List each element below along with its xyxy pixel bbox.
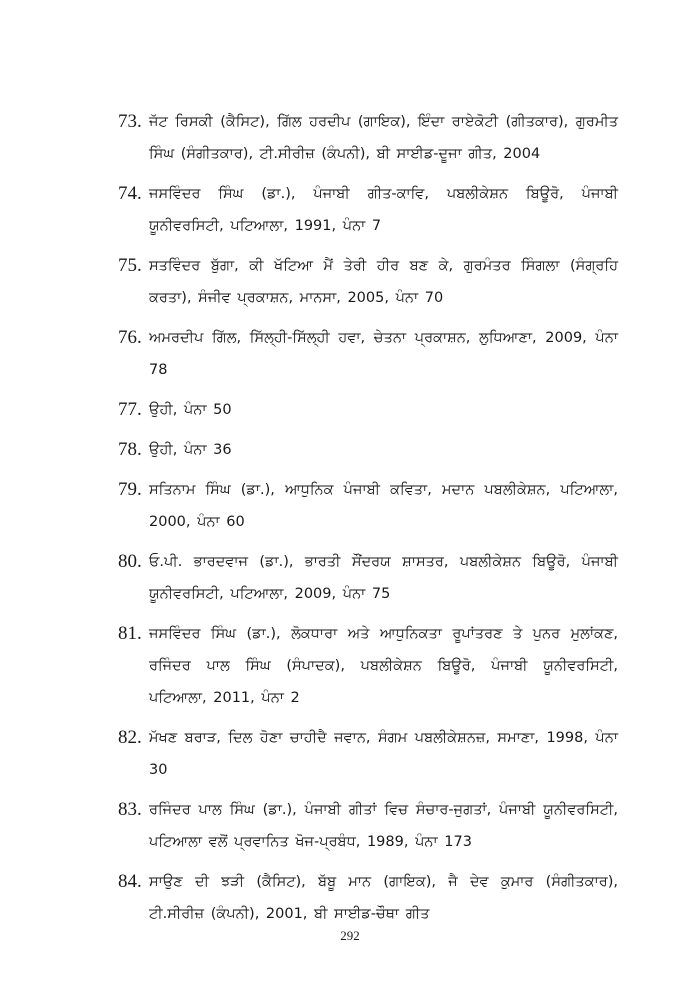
- reference-text: ਮੱਖਣ ਬਰਾੜ, ਦਿਲ ਹੋਣਾ ਚਾਹੀਦੈ ਜਵਾਨ, ਸੰਗਮ ਪਬਲੀਕੇਸ਼ਨਜ਼, ਸਮਾਣਾ, 1998, ਪੰਨਾ 30: [149, 730, 618, 778]
- reference-text: ਸਾਉਣ ਦੀ ਝੜੀ (ਕੈਸਿਟ), ਬੱਬੂ ਮਾਨ (ਗਾਇਕ), ਜੈ ਦੇਵ ਕੁਮਾਰ (ਸੰਗੀਤਕਾਰ), ਟੀ.ਸੀਰੀਜ਼ (ਕੰਪਨੀ), 2001, ਬੀ ਸਾਈਡ-ਚੌਥਾ ਗੀਤ: [149, 874, 618, 922]
- reference-number: 80.: [118, 551, 142, 572]
- reference-item: [118, 474, 618, 538]
- reference-item: [118, 394, 618, 426]
- reference-item: [118, 794, 618, 858]
- reference-number: 82.: [118, 727, 142, 748]
- reference-text: ਜੱਟ ਰਿਸਕੀ (ਕੈਸਿਟ), ਗਿੱਲ ਹਰਦੀਪ (ਗਾਇਕ), ਇੰਦਾ ਰਾਏਕੋਟੀ (ਗੀਤਕਾਰ), ਗੁਰਮੀਤ ਸਿੰਘ (ਸੰਗੀਤਕਾਰ), ਟੀ.ਸੀਰੀਜ਼ (ਕੰਪਨੀ), ਬੀ ਸਾਈਡ-ਦੂਜਾ ਗੀਤ, 2004: [149, 114, 618, 162]
- reference-number: 76.: [118, 327, 142, 348]
- reference-text: ਜਸਵਿੰਦਰ ਸਿੰਘ (ਡਾ.), ਪੰਜਾਬੀ ਗੀਤ-ਕਾਵਿ, ਪਬਲੀਕੇਸ਼ਨ ਬਿਊਰੋ, ਪੰਜਾਬੀ ਯੂਨੀਵਰਸਿਟੀ, ਪਟਿਆਲਾ, 1991, ਪੰਨਾ 7: [149, 186, 618, 234]
- reference-number: 79.: [118, 479, 142, 500]
- reference-text: ਓ.ਪੀ. ਭਾਰਦਵਾਜ (ਡਾ.), ਭਾਰਤੀ ਸੌਂਦਰਯ ਸ਼ਾਸਤਰ, ਪਬਲੀਕੇਸ਼ਨ ਬਿਊਰੋ, ਪੰਜਾਬੀ ਯੂਨੀਵਰਸਿਟੀ, ਪਟਿਆਲਾ, 2009, ਪੰਨਾ 75: [149, 554, 618, 602]
- reference-item: [118, 106, 618, 170]
- reference-text: ਅਮਰਦੀਪ ਗਿੱਲ, ਸਿੱਲ੍ਹੀ-ਸਿੱਲ੍ਹੀ ਹਵਾ, ਚੇਤਨਾ ਪ੍ਰਕਾਸ਼ਨ, ਲੁਧਿਆਣਾ, 2009, ਪੰਨਾ 78: [149, 330, 618, 378]
- reference-item: [118, 866, 618, 930]
- reference-number: 77.: [118, 399, 142, 420]
- reference-text: ਜਸਵਿੰਦਰ ਸਿੰਘ (ਡਾ.), ਲੋਕਧਾਰਾ ਅਤੇ ਆਧੁਨਿਕਤਾ ਰੂਪਾਂਤਰਣ ਤੇ ਪੁਨਰ ਮੁਲਾਂਕਣ, ਰਜਿੰਦਰ ਪਾਲ ਸਿੰਘ (ਸੰਪਾਦਕ), ਪਬਲੀਕੇਸ਼ਨ ਬਿਊਰੋ, ਪੰਜਾਬੀ ਯੂਨੀਵਰਸਿਟੀ, ਪਟਿਆਲਾ, 2011, ਪੰਨਾ 2: [149, 626, 618, 706]
- reference-number: 83.: [118, 799, 142, 820]
- reference-item: [118, 546, 618, 610]
- reference-text: ਉਹੀ, ਪੰਨਾ 36: [149, 442, 232, 458]
- reference-item: [118, 618, 618, 714]
- reference-list: [118, 106, 618, 938]
- reference-item: [118, 178, 618, 242]
- reference-number: 78.: [118, 439, 142, 460]
- reference-text: ਸਤਵਿੰਦਰ ਬੁੱਗਾ, ਕੀ ਖੱਟਿਆ ਮੈਂ ਤੇਰੀ ਹੀਰ ਬਣ ਕੇ, ਗੁਰਮੰਤਰ ਸਿੰਗਲਾ (ਸੰਗ੍ਰਹਿ ਕਰਤਾ), ਸੰਜੀਵ ਪ੍ਰਕਾਸ਼ਨ, ਮਾਨਸਾ, 2005, ਪੰਨਾ 70: [149, 258, 618, 306]
- reference-item: [118, 722, 618, 786]
- reference-number: 74.: [118, 183, 142, 204]
- reference-text: ਰਜਿੰਦਰ ਪਾਲ ਸਿੰਘ (ਡਾ.), ਪੰਜਾਬੀ ਗੀਤਾਂ ਵਿਚ ਸੰਚਾਰ-ਜੁਗਤਾਂ, ਪੰਜਾਬੀ ਯੂਨੀਵਰਸਿਟੀ, ਪਟਿਆਲਾ ਵਲੋਂ ਪ੍ਰਵਾਨਿਤ ਖੋਜ-ਪ੍ਰਬੰਧ, 1989, ਪੰਨਾ 173: [149, 802, 618, 850]
- reference-item: [118, 250, 618, 314]
- reference-text: ਸਤਿਨਾਮ ਸਿੰਘ (ਡਾ.), ਆਧੁਨਿਕ ਪੰਜਾਬੀ ਕਵਿਤਾ, ਮਦਾਨ ਪਬਲੀਕੇਸ਼ਨ, ਪਟਿਆਲਾ, 2000, ਪੰਨਾ 60: [149, 482, 618, 530]
- reference-item: [118, 434, 618, 466]
- reference-number: 75.: [118, 255, 142, 276]
- page-number: 292: [340, 928, 360, 943]
- reference-text: ਉਹੀ, ਪੰਨਾ 50: [149, 402, 232, 418]
- reference-number: 73.: [118, 111, 142, 132]
- reference-number: 81.: [118, 623, 142, 644]
- reference-number: 84.: [118, 871, 142, 892]
- reference-item: [118, 322, 618, 386]
